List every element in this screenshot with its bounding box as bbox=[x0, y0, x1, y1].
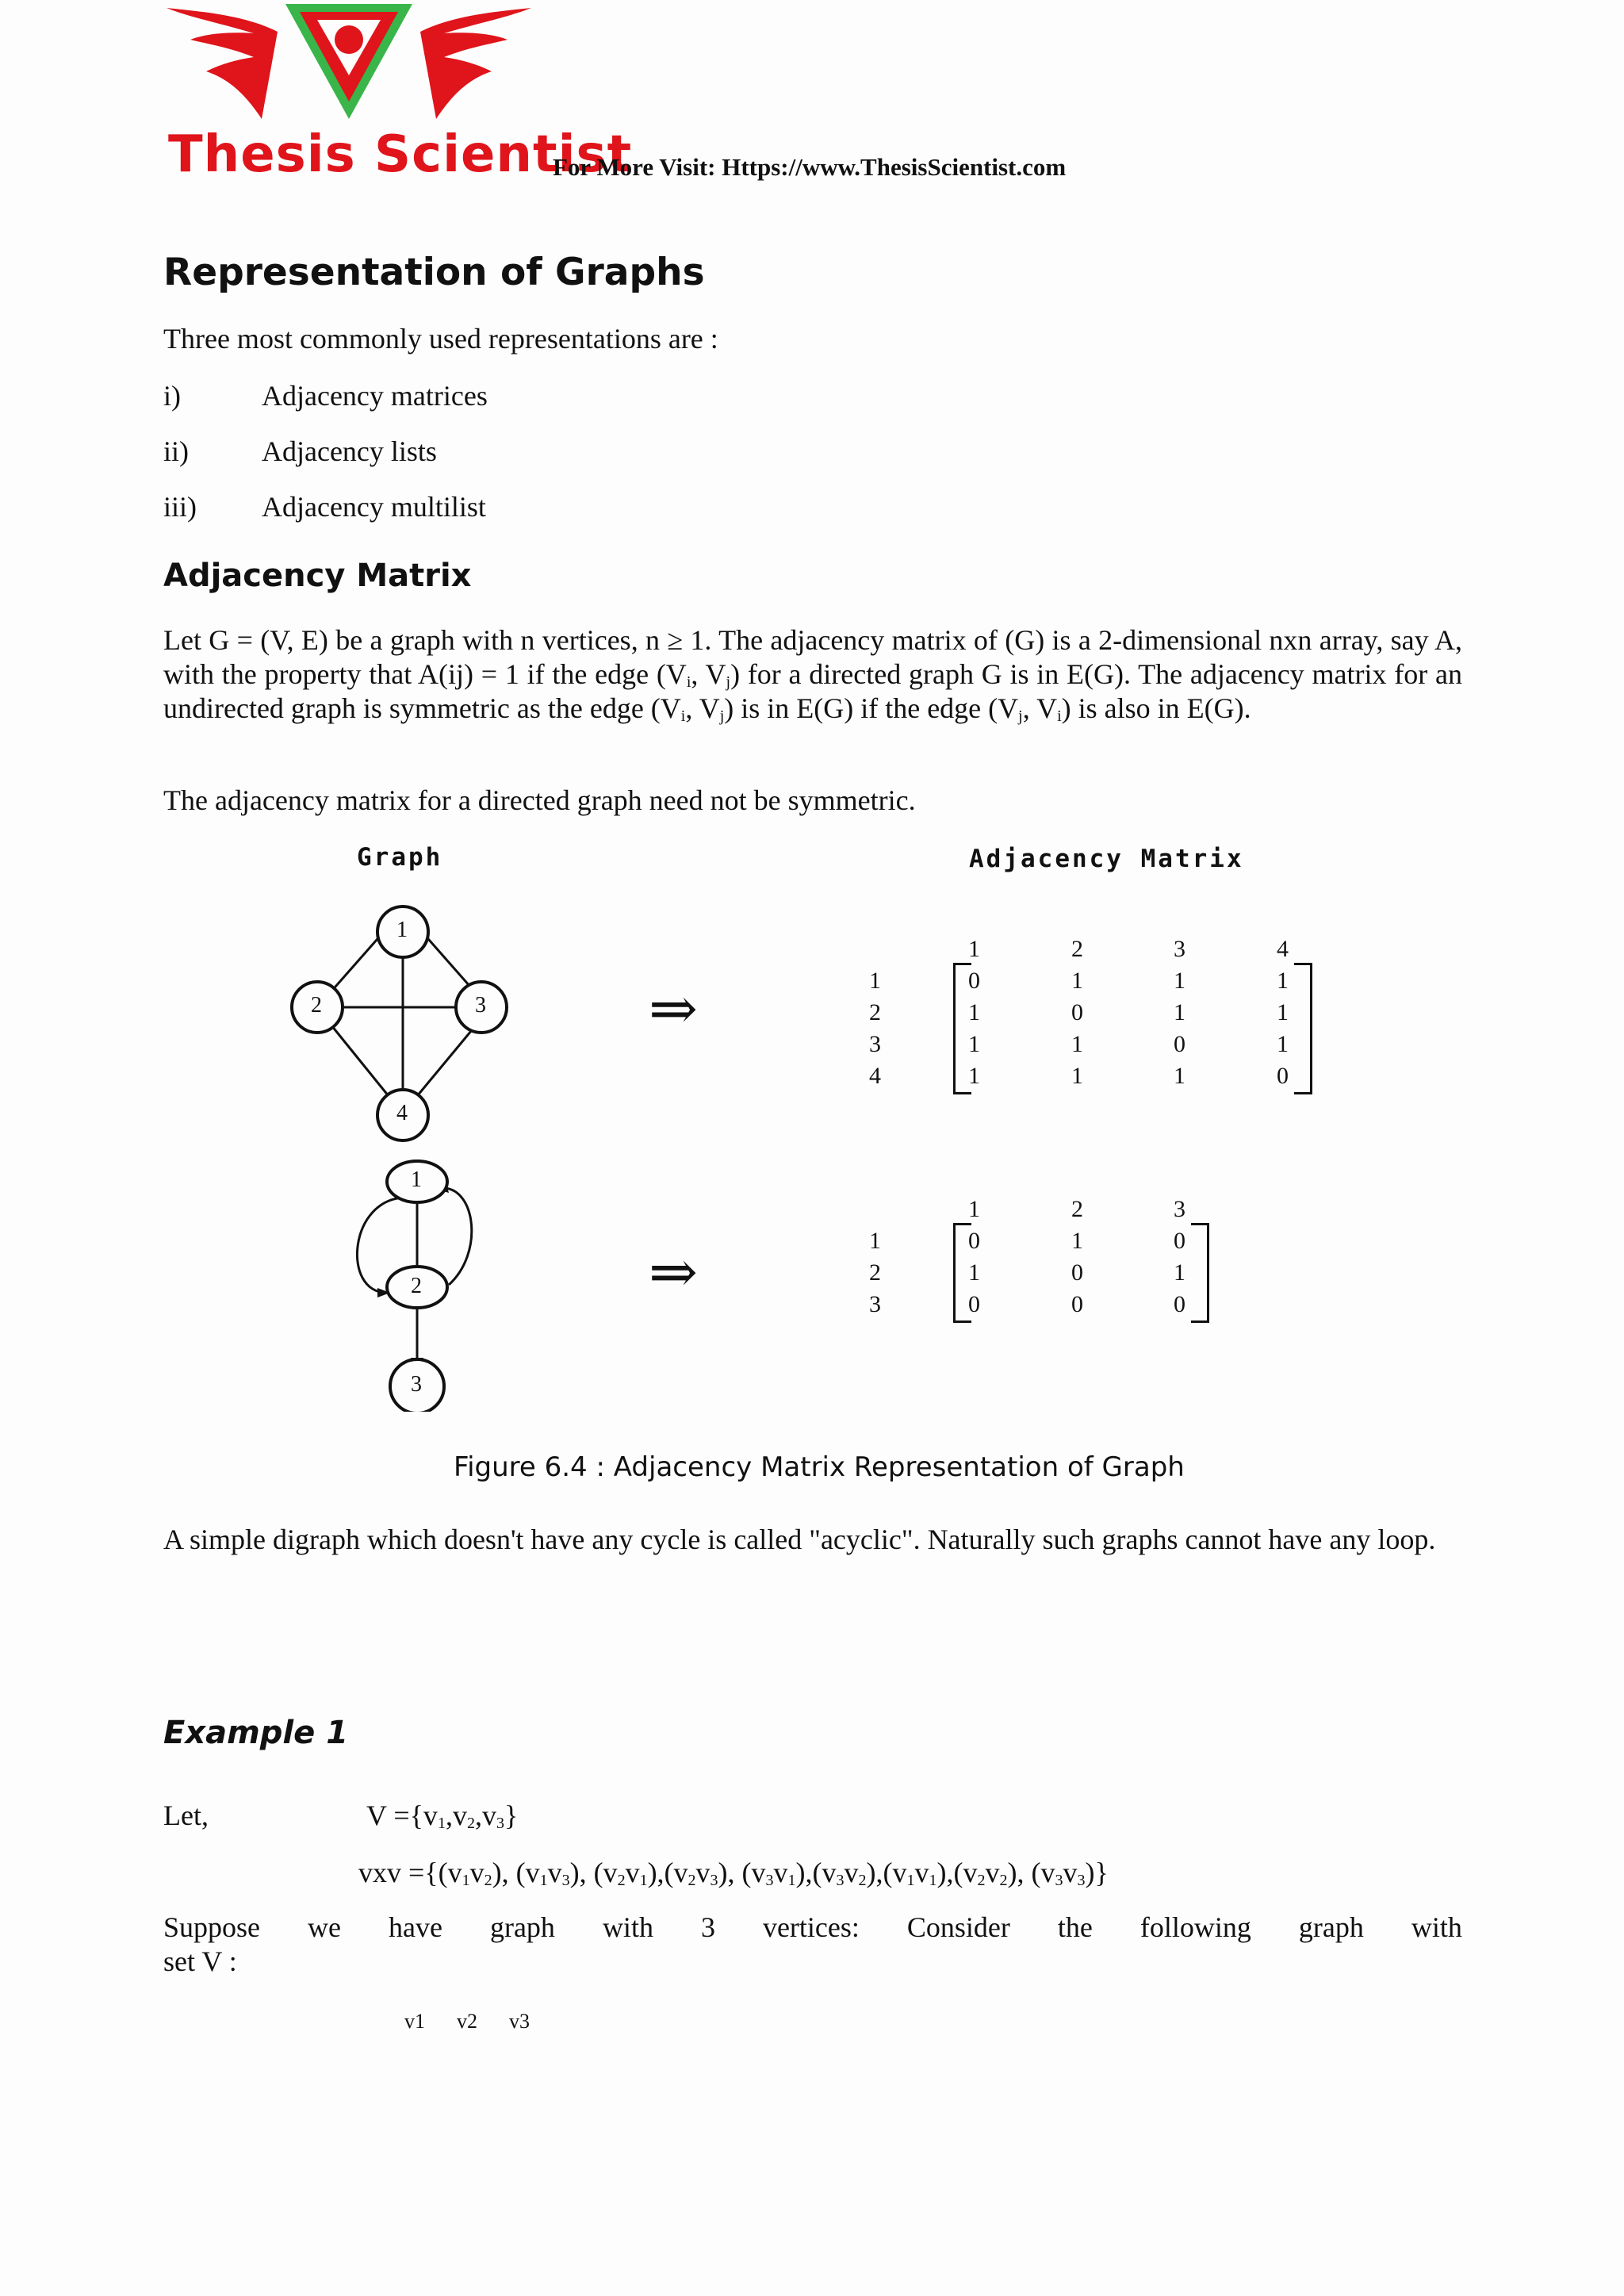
suppose-paragraph: Suppose we have graph with 3 vertices: Consider the following graph with set V : bbox=[163, 1911, 1462, 1977]
matrix-cell: 0 bbox=[1071, 1259, 1083, 1286]
symmetric-note: The adjacency matrix for a directed graph need not be symmetric. bbox=[163, 784, 916, 816]
adjacency-matrix-2 bbox=[856, 1196, 1237, 1331]
graph-node-label: 1 bbox=[396, 918, 408, 942]
matrix-cell: 1 bbox=[968, 999, 980, 1025]
matrix-cell: 1 bbox=[968, 1031, 980, 1057]
graph-node-label: 3 bbox=[411, 1372, 422, 1397]
vertex-set: $V =\{v_1,v_2,v_3\}$ bbox=[366, 1800, 519, 1832]
logo-emblem-icon bbox=[159, 0, 539, 127]
implies-arrow: ⇒ bbox=[649, 1240, 699, 1305]
section-heading: Adjacency Matrix bbox=[163, 558, 472, 594]
matrix-cell: 1 bbox=[1277, 968, 1289, 994]
vertex-label: v1 bbox=[404, 2010, 425, 2033]
figure-matrix-label: Adjacency Matrix bbox=[969, 845, 1244, 873]
matrix-cell: 1 bbox=[1071, 1228, 1083, 1254]
matrix-row-header: 2 bbox=[869, 999, 881, 1025]
graph-node-label: 3 bbox=[475, 993, 486, 1018]
matrix-col-header: 1 bbox=[968, 1196, 980, 1222]
matrix-col-header: 3 bbox=[1174, 936, 1185, 962]
list-text: Adjacency lists bbox=[262, 435, 437, 467]
let-label: Let, bbox=[163, 1800, 209, 1831]
figure-graph-label: Graph bbox=[357, 843, 443, 872]
list-item bbox=[163, 379, 488, 413]
matrix-cell: 1 bbox=[1277, 999, 1289, 1025]
graph-node-label: 2 bbox=[311, 993, 322, 1018]
matrix-cell: 1 bbox=[968, 1063, 980, 1089]
matrix-col-header: 1 bbox=[968, 936, 980, 962]
matrix-cell: 0 bbox=[1071, 1291, 1083, 1317]
graph-node-label: 2 bbox=[411, 1274, 422, 1298]
logo-text: Thesis Scientist bbox=[168, 125, 633, 184]
vertex-label: v2 bbox=[457, 2010, 477, 2033]
page-title: Representation of Graphs bbox=[163, 251, 705, 294]
figure-caption: Figure 6.4 : Adjacency Matrix Representation of Graph bbox=[454, 1451, 1185, 1483]
matrix-col-header: 2 bbox=[1071, 936, 1083, 962]
matrix-row-header: 2 bbox=[869, 1259, 881, 1286]
matrix-cell: 0 bbox=[1174, 1291, 1185, 1317]
matrix-cell: 0 bbox=[968, 1228, 980, 1254]
matrix-cell: 0 bbox=[1277, 1063, 1289, 1089]
matrix-col-header: 2 bbox=[1071, 1196, 1083, 1222]
list-number: ii) bbox=[163, 435, 189, 467]
visit-link[interactable]: For More Visit: Https://www.ThesisScientist.com bbox=[553, 153, 1067, 181]
matrix-row-header: 4 bbox=[869, 1063, 881, 1089]
matrix-row-header: 1 bbox=[869, 1228, 881, 1254]
list-text: Adjacency multilist bbox=[262, 491, 486, 523]
matrix-cell: 1 bbox=[1071, 1031, 1083, 1057]
matrix-cell: 1 bbox=[1174, 968, 1185, 994]
matrix-cell: 1 bbox=[1174, 1063, 1185, 1089]
matrix-cell: 1 bbox=[1071, 1063, 1083, 1089]
adjacency-matrix-1 bbox=[856, 936, 1332, 1094]
matrix-cell: 0 bbox=[968, 968, 980, 994]
list-number: i) bbox=[163, 380, 181, 412]
graph-node-label: 4 bbox=[396, 1101, 408, 1125]
list-text: Adjacency matrices bbox=[262, 380, 488, 412]
vertex-label: v3 bbox=[509, 2010, 530, 2033]
matrix-cell: 0 bbox=[1174, 1031, 1185, 1057]
matrix-col-header: 4 bbox=[1277, 936, 1289, 962]
implies-arrow: ⇒ bbox=[649, 977, 699, 1042]
matrix-cell: 1 bbox=[1174, 999, 1185, 1025]
matrix-cell: 0 bbox=[968, 1291, 980, 1317]
list-number: iii) bbox=[163, 491, 197, 523]
list-item bbox=[163, 435, 437, 469]
graph-node-label: 1 bbox=[411, 1167, 422, 1192]
list-item bbox=[163, 490, 486, 524]
example-heading: Example 1 bbox=[163, 1715, 349, 1751]
intro-text: Three most commonly used representations are : bbox=[163, 323, 718, 355]
matrix-row-header: 3 bbox=[869, 1291, 881, 1317]
matrix-row-header: 3 bbox=[869, 1031, 881, 1057]
matrix-cell: 0 bbox=[1174, 1228, 1185, 1254]
matrix-bracket-right bbox=[1294, 963, 1312, 1094]
matrix-cell: 1 bbox=[968, 1259, 980, 1286]
matrix-row-header: 1 bbox=[869, 968, 881, 994]
matrix-cell: 1 bbox=[1071, 968, 1083, 994]
matrix-cell: 0 bbox=[1071, 999, 1083, 1025]
matrix-cell: 1 bbox=[1174, 1259, 1185, 1286]
matrix-cell: 1 bbox=[1277, 1031, 1289, 1057]
definition-paragraph: Let G = (V, E) be a graph with n vertices, n ≥ 1. The adjacency matrix of (G) is a 2-dimensional nxn array, say A, with the property that A(ij) = 1 if the edge ($V_i$, $V_j$) for a directed graph G is in E(G). The adjacency matrix for an undirected graph is symmetric as the edge ($V_i$, $V_j$) is in E(G) if the edge ($V_j$, $V_i$) is also in E(G). bbox=[163, 624, 1462, 725]
vxv-set: vxv $=\{(v_1v_2)$, $(v_1v_3)$, $(v_2v_1),(v_2v_3)$, $(v_3v_1),(v_3v_2),(v_1v_1),(v_2v_2)$, $(v_3v_3)$} bbox=[358, 1857, 1109, 1889]
acyclic-paragraph: A simple digraph which doesn't have any cycle is called "acyclic". Naturally such graphs cannot have any loop. bbox=[163, 1524, 1436, 1555]
vertex-labels bbox=[404, 2010, 530, 2033]
matrix-bracket-right bbox=[1191, 1223, 1209, 1323]
matrix-col-header: 3 bbox=[1174, 1196, 1185, 1222]
